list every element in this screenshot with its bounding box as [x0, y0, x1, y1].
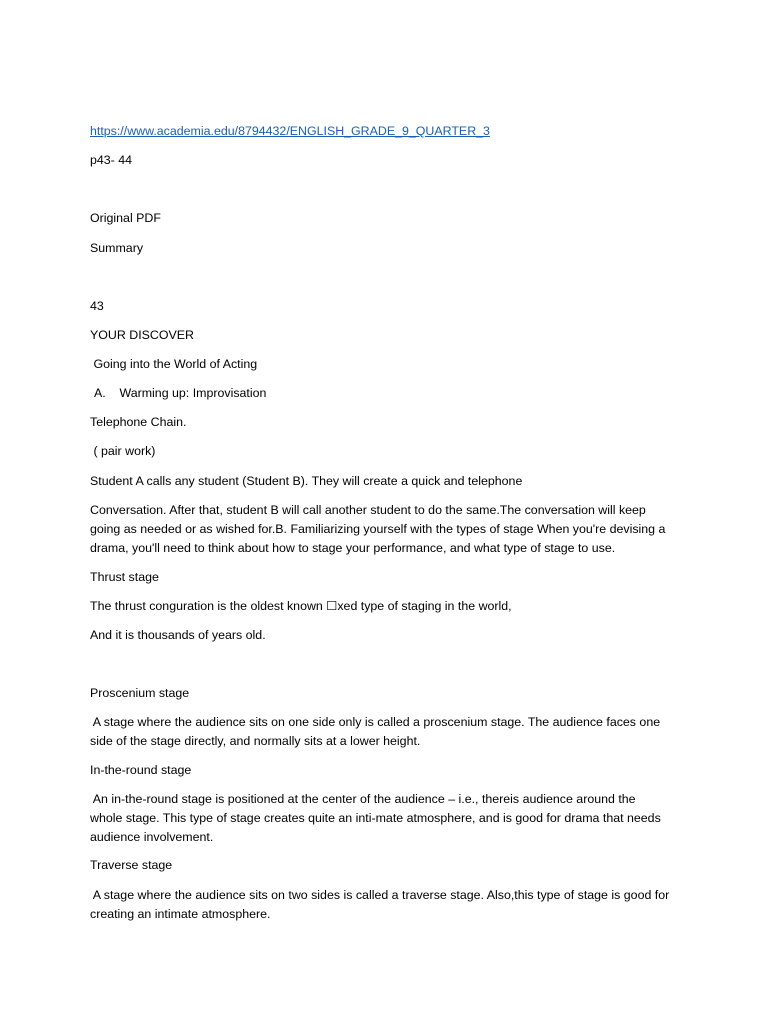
pages-reference: p43- 44	[90, 153, 133, 167]
thrust-stage-text: The thrust conguration is the oldest known ☐xed type of staging in the world,	[90, 599, 512, 613]
lesson-title: Going into the World of Acting	[90, 357, 258, 371]
traverse-stage-text: A stage where the audience sits on two sides is called a traverse stage. Also,this type of stage is good for	[90, 888, 670, 902]
page-number: 43	[90, 299, 104, 313]
summary-label: Summary	[90, 241, 144, 255]
in-the-round-stage-text: whole stage. This type of stage creates quite an inti-mate atmosphere, and is good for drama that needs	[90, 811, 661, 825]
activity-mode: ( pair work)	[90, 444, 156, 458]
thrust-stage-text: And it is thousands of years old.	[90, 628, 266, 642]
traverse-stage-heading: Traverse stage	[90, 858, 173, 872]
in-the-round-stage-text: An in-the-round stage is positioned at the center of the audience – i.e., thereis audience around the	[90, 792, 636, 806]
proscenium-stage-text: A stage where the audience sits on one side only is called a proscenium stage. The audience faces one	[90, 715, 661, 729]
instruction-paragraph-line: drama, you'll need to think about how to stage your performance, and what type of stage to use.	[90, 541, 616, 555]
instruction-paragraph-line: going as needed or as wished for.B. Familiarizing yourself with the types of stage When you're devising a	[90, 522, 666, 536]
traverse-stage-text: creating an intimate atmosphere.	[90, 907, 271, 921]
warmup-heading: A. Warming up: Improvisation	[94, 386, 267, 400]
thrust-stage-heading: Thrust stage	[90, 570, 159, 584]
activity-name: Telephone Chain.	[90, 415, 187, 429]
instruction-paragraph-line: Conversation. After that, student B will call another student to do the same.The conversation will keep	[90, 503, 646, 517]
proscenium-stage-heading: Proscenium stage	[90, 686, 190, 700]
instruction-line: Student A calls any student (Student B). They will create a quick and telephone	[90, 474, 523, 488]
in-the-round-stage-heading: In-the-round stage	[90, 763, 192, 777]
proscenium-stage-text: side of the stage directly, and normally sits at a lower height.	[90, 734, 421, 748]
in-the-round-stage-text: audience involvement.	[90, 830, 214, 844]
original-pdf-label: Original PDF	[90, 211, 161, 225]
section-heading: YOUR DISCOVER	[90, 328, 194, 342]
source-link[interactable]: https://www.academia.edu/8794432/ENGLISH_GRADE_9_QUARTER_3	[90, 124, 490, 138]
